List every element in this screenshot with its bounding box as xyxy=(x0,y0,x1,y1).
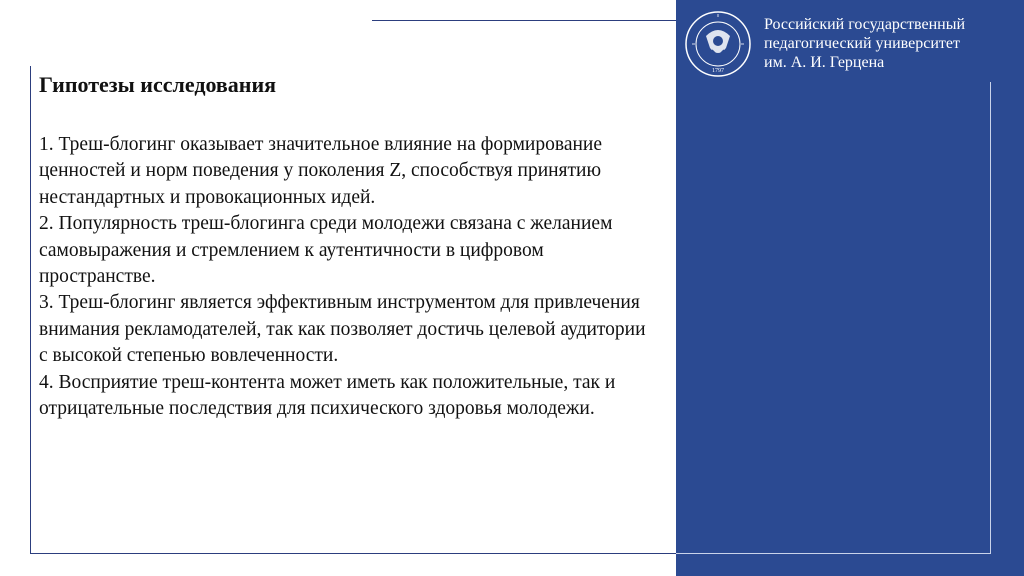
slide-title: Гипотезы исследования xyxy=(39,72,277,97)
university-seal-icon xyxy=(684,10,752,78)
panel-frame-bottom-line xyxy=(676,553,991,554)
hypothesis-item: 2. Популярность треш-блогинга среди молодежи связана с желанием самовыражения и стремлением к аутентичности в цифровом пространстве. xyxy=(39,213,613,288)
top-divider xyxy=(372,20,642,21)
panel-frame-right-line xyxy=(990,82,991,554)
emblem-year: 1797 xyxy=(712,68,724,74)
top-divider-extension xyxy=(642,20,676,21)
hypothesis-item: 4. Восприятие треш-контента может иметь как положительные, так и отрицательные последствия для психического здоровья молодежи. xyxy=(39,371,616,420)
hypothesis-item: 3. Треш-блогинг является эффективным инструментом для привлечения внимания рекламодателей, так как позволяет достичь целевой аудитории с высокой степенью вовлеченности. xyxy=(39,292,646,367)
left-frame-line xyxy=(30,66,31,554)
hypothesis-item: 1. Треш-блогинг оказывает значительное влияние на формирование ценностей и норм поведения у поколения Z, способствуя принятию нестандартных и провокационных идей. xyxy=(39,134,602,208)
university-name: Российский государственный педагогический университет им. А. И. Герцена xyxy=(764,16,966,71)
brand-panel xyxy=(676,0,1024,576)
bottom-frame-line xyxy=(30,553,676,554)
hypotheses-list xyxy=(39,132,659,422)
